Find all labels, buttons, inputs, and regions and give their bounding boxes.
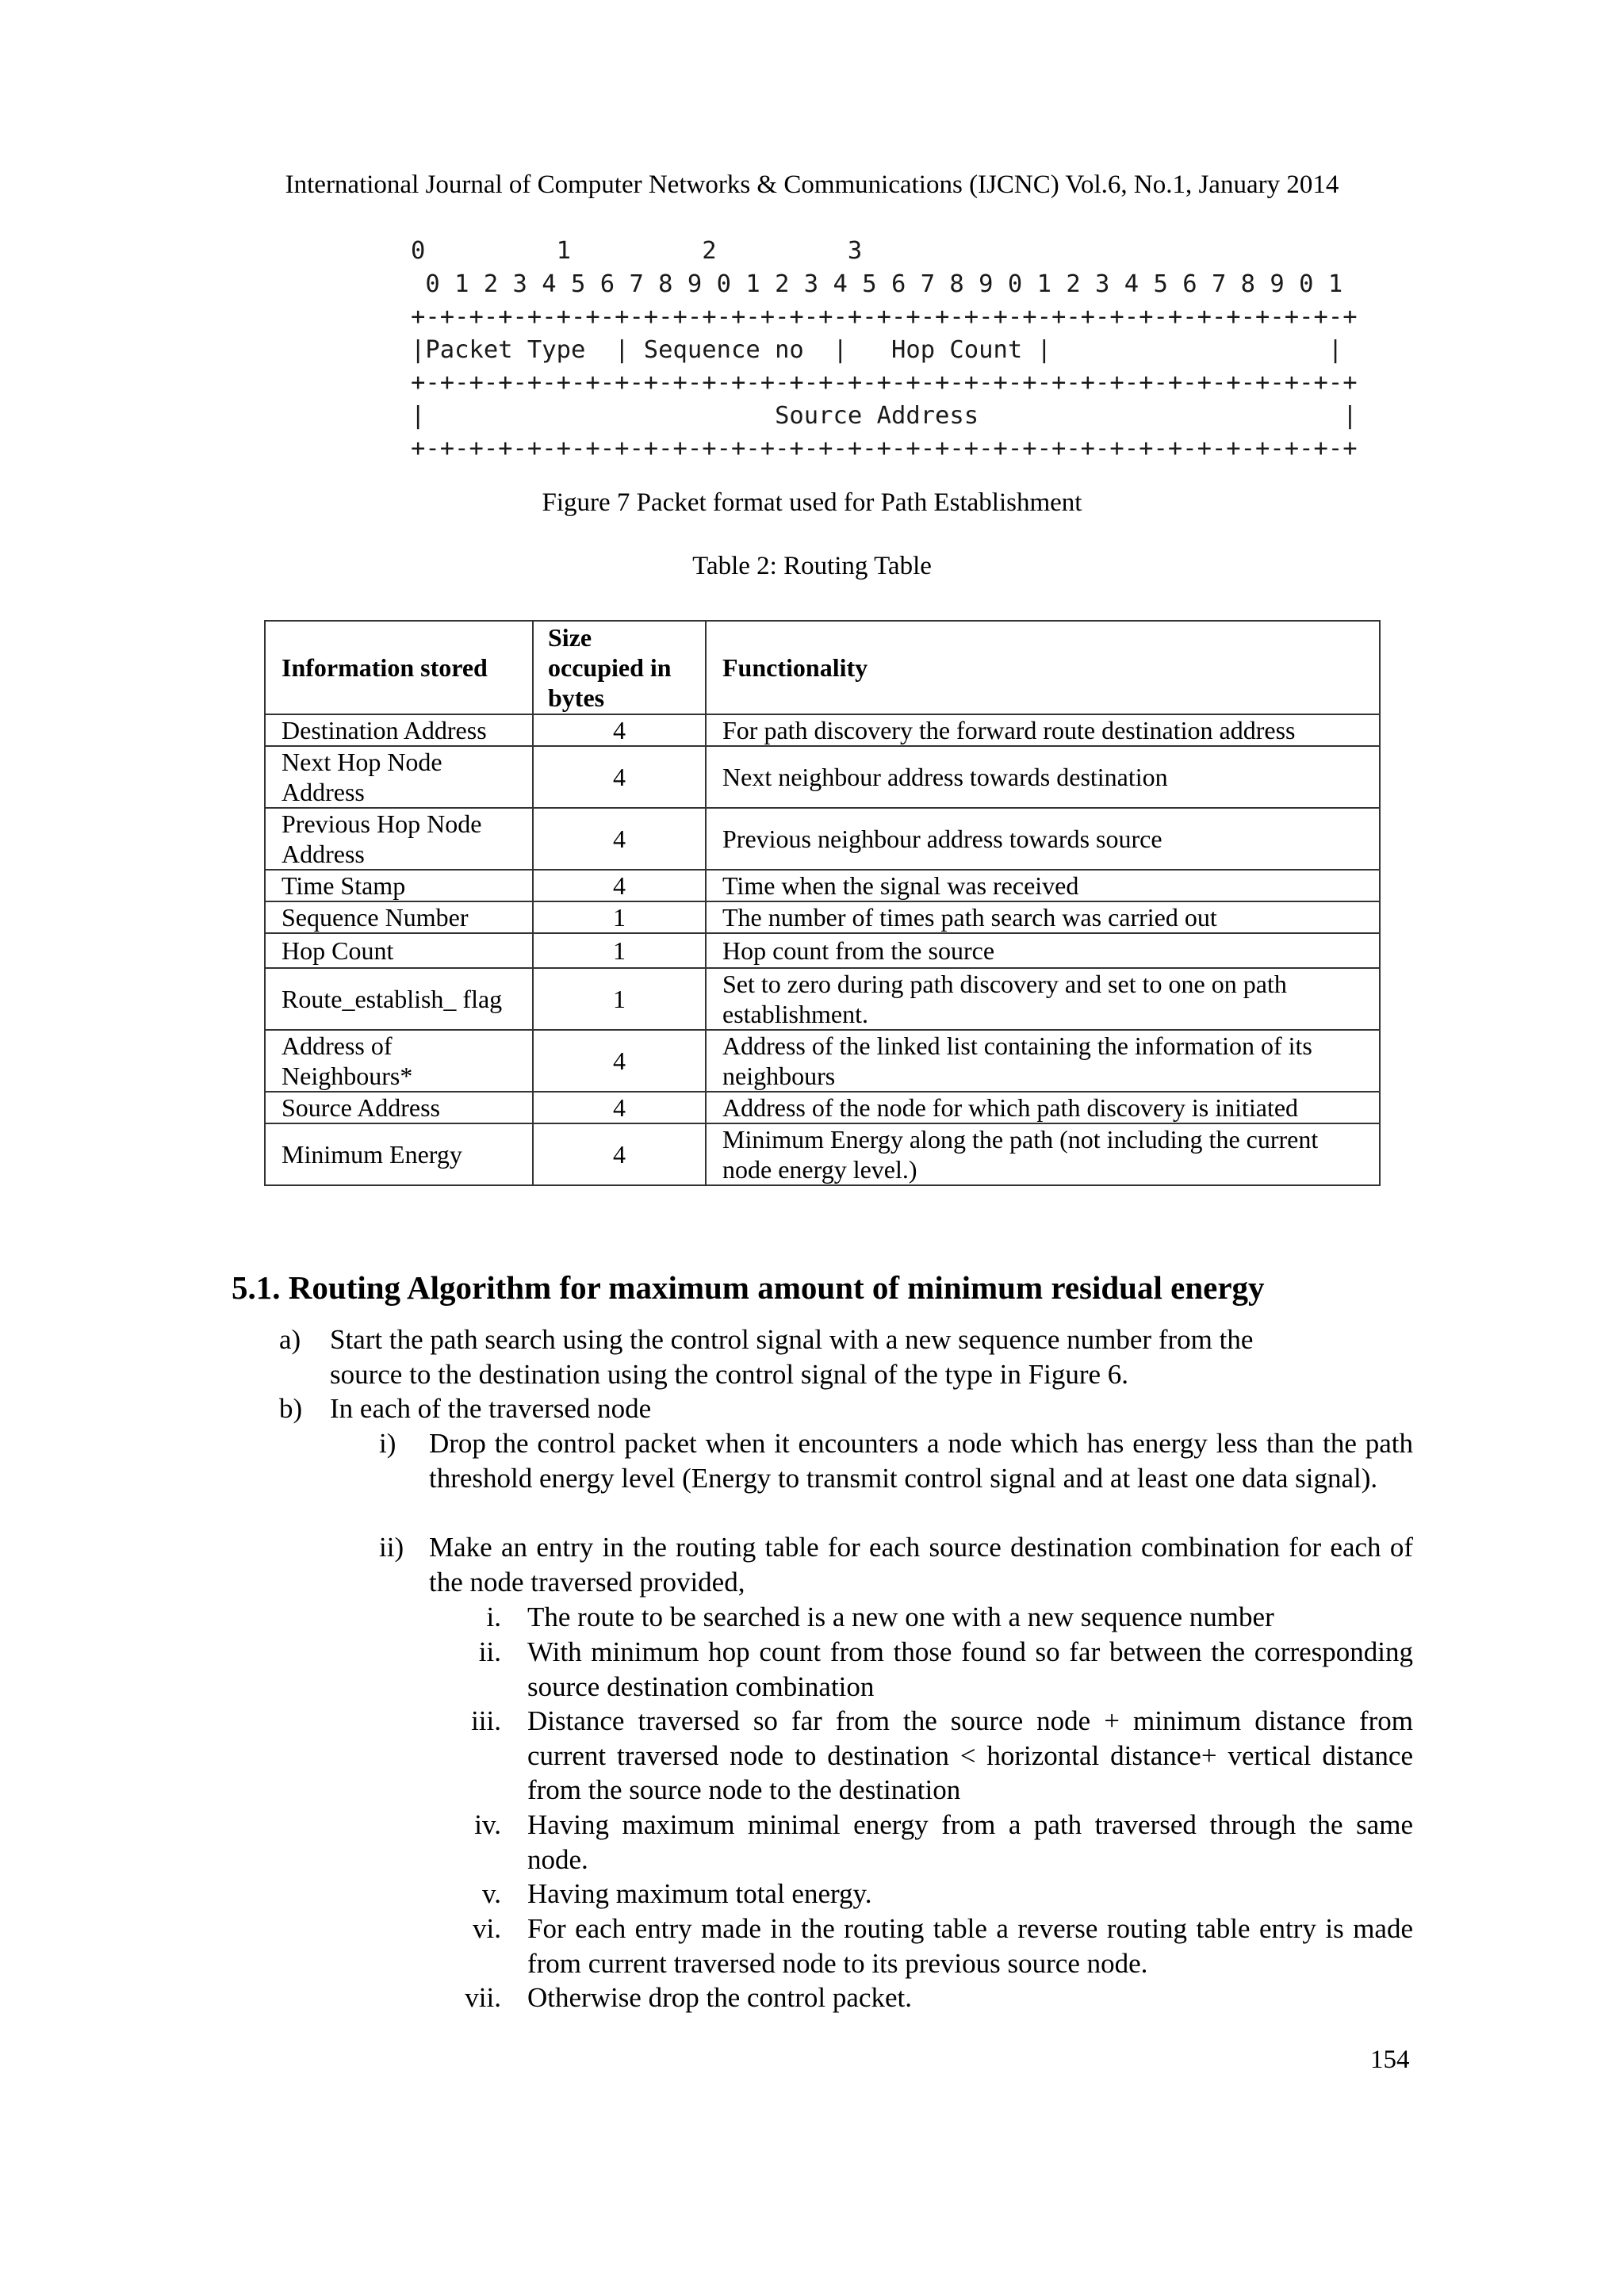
cell-functionality: Set to zero during path discovery and set to one on path establishment. — [706, 968, 1380, 1030]
list-item-text: The route to be searched is a new one with a new sequence number — [527, 1601, 1274, 1632]
cell-info: Address of Neighbours* — [265, 1030, 533, 1092]
table-row — [265, 901, 1380, 933]
routing-table — [264, 620, 1381, 1186]
cell-functionality: Next neighbour address towards destination — [706, 746, 1380, 808]
condition-item — [444, 1704, 1413, 1808]
table-header-row — [265, 621, 1380, 714]
table-row — [265, 870, 1380, 901]
list-marker: iii. — [471, 1705, 501, 1736]
cell-size: 4 — [533, 714, 706, 746]
condition-item — [444, 1877, 1413, 1911]
table-row — [265, 1123, 1380, 1185]
header-functionality: Functionality — [706, 621, 1380, 714]
packet-format-diagram — [411, 235, 1358, 465]
cell-size: 1 — [533, 901, 706, 933]
list-marker: b) — [279, 1393, 303, 1424]
sub-item-i — [379, 1426, 1413, 1495]
condition-item — [444, 1980, 1413, 2015]
cell-size: 1 — [533, 968, 706, 1030]
cell-info: Route_establish_ flag — [265, 968, 533, 1030]
table-row — [265, 968, 1380, 1030]
diagram-row-source-address: | Source Address | — [411, 401, 1358, 430]
condition-item — [444, 1911, 1413, 1980]
list-item-text: Otherwise drop the control packet. — [527, 1982, 912, 2013]
list-marker: ii. — [478, 1636, 501, 1667]
list-marker: vii. — [465, 1982, 501, 2013]
cell-size: 1 — [533, 933, 706, 968]
table-row — [265, 933, 1380, 968]
cell-size: 4 — [533, 1123, 706, 1185]
cell-size: 4 — [533, 870, 706, 901]
list-marker: iv. — [474, 1809, 501, 1840]
list-marker: i. — [486, 1601, 501, 1632]
list-marker: v. — [482, 1878, 501, 1909]
diagram-row-fields: |Packet Type | Sequence no | Hop Count | | — [411, 335, 1343, 364]
cell-functionality: Previous neighbour address towards source — [706, 808, 1380, 870]
condition-item — [444, 1808, 1413, 1877]
list-item-text: Having maximum total energy. — [527, 1878, 872, 1909]
section-heading: 5.1. Routing Algorithm for maximum amount of minimum residual energy — [232, 1269, 1265, 1306]
list-item-text: In each of the traversed node — [330, 1393, 652, 1424]
list-item-text: Drop the control packet when it encounters a node which has energy less than the path threshold energy level (Energy to transmit control signal and at least one data signal). — [429, 1428, 1413, 1494]
figure-caption: Figure 7 Packet format used for Path Establishment — [542, 488, 1082, 517]
list-item-text: With minimum hop count from those found so far between the corresponding source destination combination — [527, 1636, 1413, 1702]
cell-info: Sequence Number — [265, 901, 533, 933]
table-row — [265, 808, 1380, 870]
diagram-border: +-+-+-+-+-+-+-+-+-+-+-+-+-+-+-+-+-+-+-+-+-+-+-+-+-+-+-+-+-+-+-+-+ — [411, 369, 1358, 396]
cell-info: Hop Count — [265, 933, 533, 968]
cell-size: 4 — [533, 808, 706, 870]
list-item-b — [279, 1391, 1331, 1426]
header-information-stored: Information stored — [265, 621, 533, 714]
table-row — [265, 1092, 1380, 1123]
cell-functionality: The number of times path search was carried out — [706, 901, 1380, 933]
table-row — [265, 714, 1380, 746]
cell-size: 4 — [533, 1092, 706, 1123]
table-caption: Table 2: Routing Table — [692, 552, 932, 580]
list-item-text: For each entry made in the routing table a reverse routing table entry is made from current traversed node to its previous source node. — [527, 1913, 1413, 1979]
list-marker: vi. — [473, 1913, 501, 1944]
list-item-a — [279, 1322, 1331, 1391]
list-item-text: Having maximum minimal energy from a path traversed through the same node. — [527, 1809, 1413, 1875]
condition-item — [444, 1600, 1413, 1635]
header-size: Size occupied in bytes — [533, 621, 706, 714]
cell-info: Time Stamp — [265, 870, 533, 901]
running-header: International Journal of Computer Networks & Communications (IJCNC) Vol.6, No.1, January 2014 — [285, 170, 1339, 199]
list-marker: ii) — [379, 1532, 404, 1563]
cell-functionality: Time when the signal was received — [706, 870, 1380, 901]
list-item-text: Distance traversed so far from the source node + minimum distance from current traversed node to destination < horizontal distance+ vertical distance from the source node to the destination — [527, 1705, 1413, 1805]
cell-info: Previous Hop Node Address — [265, 808, 533, 870]
page-number: 154 — [1370, 2045, 1410, 2074]
cell-info: Destination Address — [265, 714, 533, 746]
cell-info: Source Address — [265, 1092, 533, 1123]
cell-functionality: Hop count from the source — [706, 933, 1380, 968]
sub-item-ii — [379, 1530, 1413, 1599]
cell-functionality: Address of the linked list containing the information of its neighbours — [706, 1030, 1380, 1092]
table-row — [265, 746, 1380, 808]
cell-info: Next Hop Node Address — [265, 746, 533, 808]
bit-octet-scale: 0 1 2 3 — [411, 237, 863, 265]
condition-item — [444, 1635, 1413, 1704]
list-marker: a) — [279, 1324, 301, 1355]
table-row — [265, 1030, 1380, 1092]
cell-functionality: For path discovery the forward route destination address — [706, 714, 1380, 746]
cell-functionality: Minimum Energy along the path (not including the current node energy level.) — [706, 1123, 1380, 1185]
cell-size: 4 — [533, 746, 706, 808]
cell-functionality: Address of the node for which path discovery is initiated — [706, 1092, 1380, 1123]
cell-size: 4 — [533, 1030, 706, 1092]
diagram-border: +-+-+-+-+-+-+-+-+-+-+-+-+-+-+-+-+-+-+-+-+-+-+-+-+-+-+-+-+-+-+-+-+ — [411, 303, 1358, 331]
diagram-border: +-+-+-+-+-+-+-+-+-+-+-+-+-+-+-+-+-+-+-+-+-+-+-+-+-+-+-+-+-+-+-+-+ — [411, 434, 1358, 462]
cell-info: Minimum Energy — [265, 1123, 533, 1185]
list-item-text: Start the path search using the control signal with a new sequence number from the source to the destination using the control signal of the type in Figure 6. — [330, 1324, 1254, 1390]
bit-index-scale: 0 1 2 3 4 5 6 7 8 9 0 1 2 3 4 5 6 7 8 9 0 1 2 3 4 5 6 7 8 9 0 1 — [411, 270, 1343, 298]
list-item-text: Make an entry in the routing table for each source destination combination for each of the node traversed provided, — [429, 1532, 1413, 1598]
list-marker: i) — [379, 1428, 396, 1459]
